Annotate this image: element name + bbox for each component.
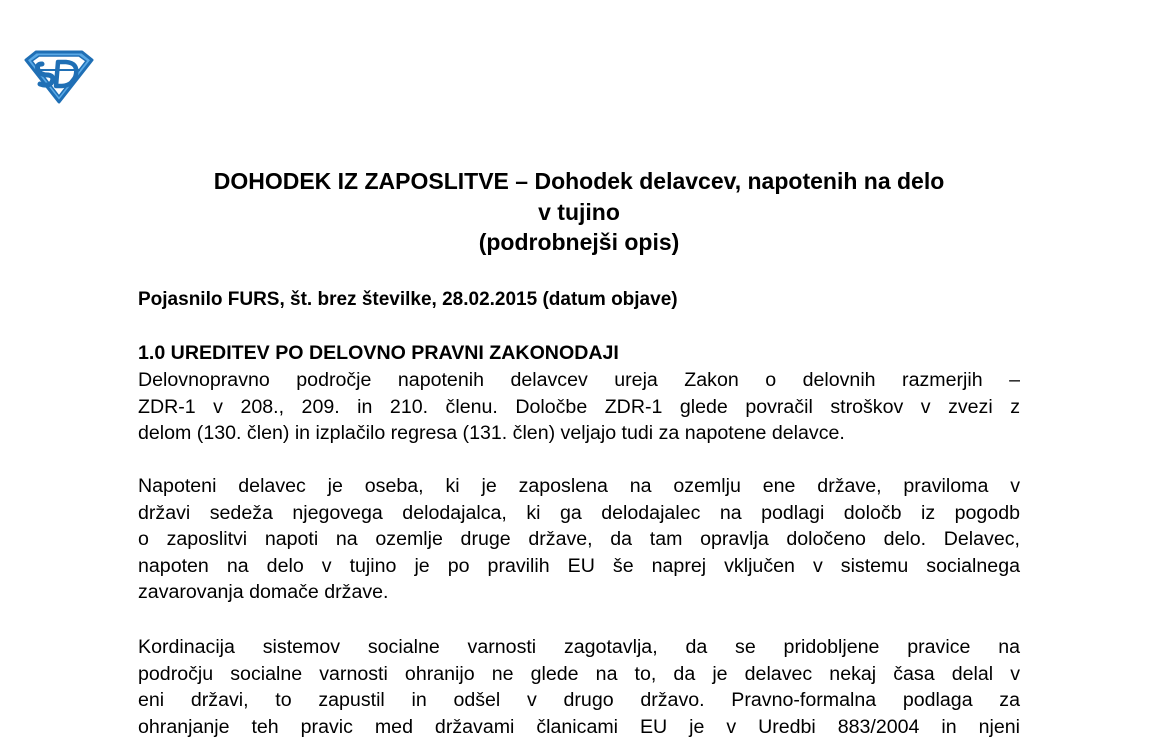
title-line-2: v tujino: [538, 198, 620, 225]
paragraph-line: eni državi, to zapustil in odšel v drugo državo. Pravno-formalna podlaga za: [138, 689, 1020, 711]
paragraph-line: ZDR-1 v 208., 209. in 210. členu. Določbe ZDR-1 glede povračil stroškov v zvezi z: [138, 395, 1020, 418]
sd-logo-icon: [22, 48, 96, 104]
paragraph-line: Kordinacija sistemov socialne varnosti zagotavlja, da se pridobljene pravice na: [138, 636, 1020, 658]
paragraph-line: delom (130. člen) in izplačilo regresa (131. člen) veljajo tudi za napotene delavce.: [138, 422, 845, 444]
paragraph-1: [138, 367, 1020, 447]
paragraph-line: o zaposlitvi napoti na ozemlje druge države, da tam opravlja določeno delo. Delavec,: [138, 528, 1020, 550]
section-heading: 1.0 UREDITEV PO DELOVNO PRAVNI ZAKONODAJI: [138, 342, 619, 364]
title-line-3: (podrobnejši opis): [478, 229, 680, 255]
paragraph-line: napoten na delo v tujino je po pravilih EU še naprej vključen v sistemu socialnega: [138, 554, 1020, 577]
title-line-1: DOHODEK IZ ZAPOSLITVE – Dohodek delavcev, napotenih na delo: [213, 168, 945, 194]
document-meta: Pojasnilo FURS, št. brez številke, 28.02.2015 (datum objave): [138, 289, 678, 310]
document-title: [138, 166, 1020, 258]
paragraph-3: [138, 634, 1020, 740]
paragraph-line: državi sedeža njegovega delodajalca, ki ga delodajalec na podlagi določb iz pogodb: [138, 501, 1020, 524]
paragraph-line: področju socialne varnosti ohranijo ne glede na to, da je delavec nekaj časa delal v: [138, 662, 1020, 685]
paragraph-line: zavarovanja domače države.: [138, 581, 389, 603]
paragraph-line: Delovnopravno področje napotenih delavcev ureja Zakon o delovnih razmerjih –: [138, 369, 1020, 391]
paragraph-line: ohranjanje teh pravic med državami članicami EU je v Uredbi 883/2004 in njeni: [138, 715, 1020, 738]
paragraph-line: Napoteni delavec je oseba, ki je zaposlena na ozemlju ene države, praviloma v: [138, 475, 1020, 497]
paragraph-2: [138, 473, 1020, 606]
